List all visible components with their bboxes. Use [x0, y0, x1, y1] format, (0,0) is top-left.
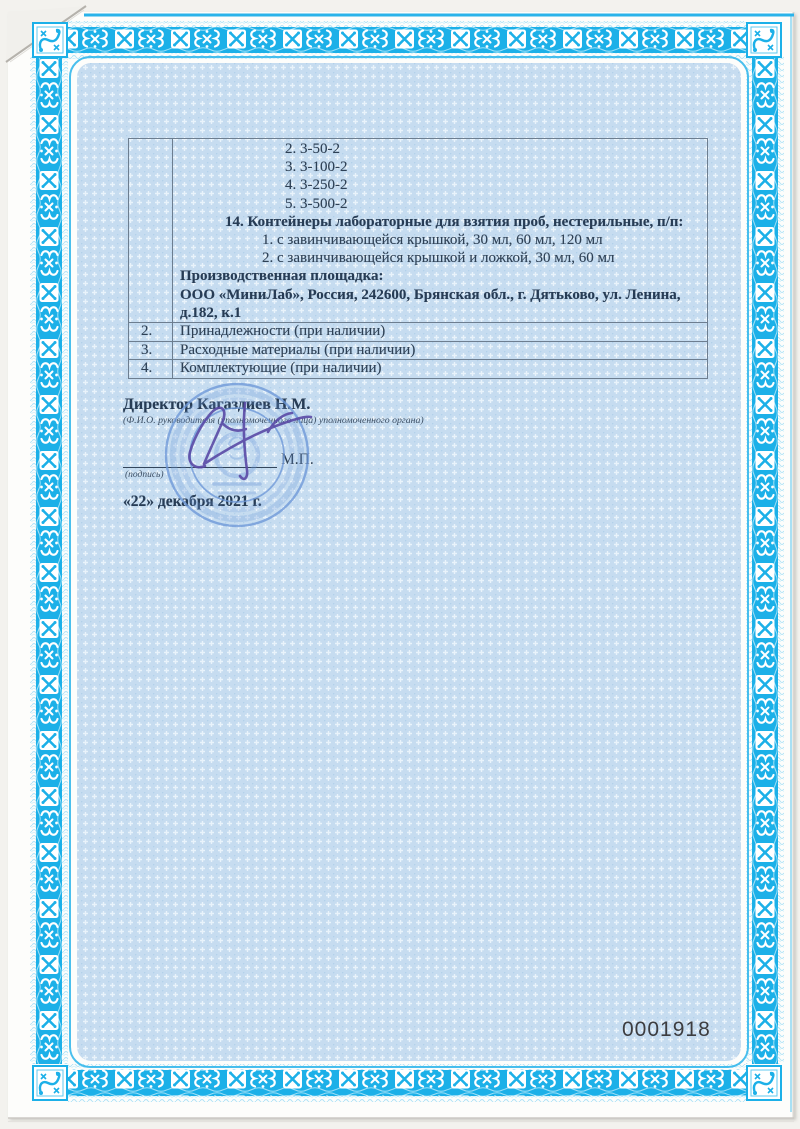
table-cell-number: 2.	[129, 323, 173, 341]
model-item: 4. 3-250-2	[285, 177, 348, 194]
table-cell-number: 4.	[129, 360, 173, 378]
model-item: 3. 3-100-2	[285, 159, 348, 176]
table-row	[129, 359, 707, 378]
items-table	[128, 138, 708, 379]
table-cell-label: Расходные материалы (при наличии)	[180, 341, 416, 358]
stamp-place-mark: М.П.	[281, 451, 314, 468]
director-caption: (Ф.И.О. руководителя (уполномоченного лица) уполномоченного органа)	[123, 415, 424, 426]
table-cell-label: Комплектующие (при наличии)	[180, 360, 382, 377]
table-cell-content	[173, 139, 707, 322]
serial-number: 0001918	[622, 1018, 711, 1041]
director-name: Директор Кагаздиев Н.М.	[123, 396, 311, 413]
table-cell-number: 3.	[129, 342, 173, 360]
table-row	[129, 139, 707, 322]
table-cell-number	[129, 139, 173, 322]
model-item: 5. 3-500-2	[285, 195, 348, 212]
table-cell-label: Принадлежности (при наличии)	[180, 323, 386, 340]
production-site-label: Производственная площадка:	[180, 268, 384, 285]
signature-caption: (подпись)	[125, 470, 164, 480]
production-site-value: ООО «МиниЛаб», Россия, 242600, Брянская обл., г. Дятьково, ул. Ленина, д.182, к.1	[180, 286, 681, 321]
table-row	[129, 341, 707, 360]
table-row	[129, 322, 707, 341]
signature-line	[123, 446, 277, 468]
item14-title: 14. Контейнеры лабораторные для взятия проб, нестерильные, п/п:	[225, 213, 684, 230]
item14-subitem: 2. с завинчивающейся крышкой и ложкой, 30 мл, 60 мл	[262, 250, 615, 267]
item14-subitem: 1. с завинчивающейся крышкой, 30 мл, 60 мл, 120 мл	[262, 232, 603, 249]
document-date: «22» декабря 2021 г.	[123, 493, 262, 510]
model-item: 2. 3-50-2	[285, 141, 340, 157]
